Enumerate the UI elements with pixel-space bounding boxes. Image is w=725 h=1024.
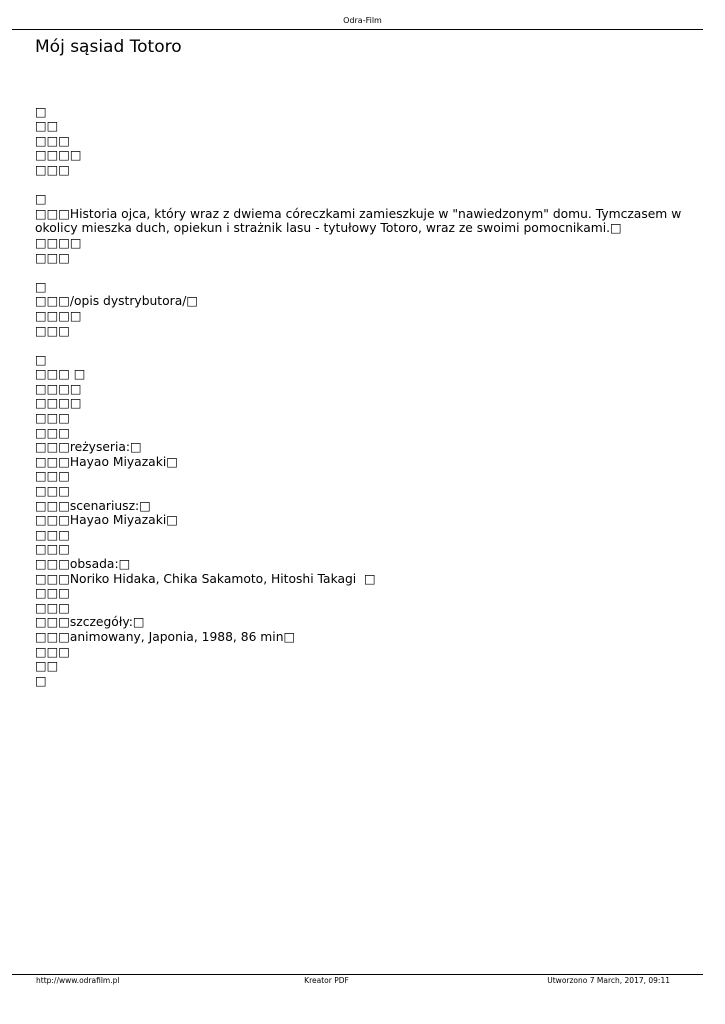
- cast-label: □□□obsada:□: [35, 557, 131, 571]
- body-line: □□□: [35, 600, 70, 615]
- body-line: □□□: [35, 484, 70, 499]
- body-line: □: [35, 352, 47, 367]
- body-line: □: [35, 673, 47, 688]
- body-line: □□□: [35, 162, 70, 177]
- footer-generator: Kreator PDF: [304, 976, 349, 985]
- body-line: □□□: [35, 425, 70, 440]
- body-line: □: [35, 104, 47, 119]
- cast-value: □□□Noriko Hidaka, Chika Sakamoto, Hitoshi Takagi □: [35, 571, 376, 586]
- body-line: □□□: [35, 323, 70, 338]
- header-divider: [12, 29, 703, 30]
- footer-created: Utworzono 7 March, 2017, 09:11: [547, 976, 670, 985]
- details-label: □□□szczegóły:□: [35, 615, 145, 630]
- distributor-note: □□□/opis dystrybutora/□: [35, 294, 198, 309]
- body-line: □□□: [35, 542, 70, 557]
- synopsis-paragraph: □□□Historia ojca, który wraz z dwiema córeczkami zamieszkuje w "nawiedzonym" domu. Tymczasem w okolicy mieszka duch, opiekun i strażnik lasu - tytułowy Totoro, wraz ze swoimi pomocnikami.□: [35, 206, 682, 236]
- body-line: [35, 90, 690, 105]
- body-line: □: [35, 279, 47, 294]
- director-value: □□□Hayao Miyazaki□: [35, 454, 178, 469]
- body-line: □□□: [35, 133, 70, 148]
- body-line: □□: [35, 659, 59, 674]
- body-line: □□□: [35, 644, 70, 659]
- screenplay-label: □□□scenariusz:□: [35, 498, 151, 513]
- body-line: □□□□: [35, 148, 82, 163]
- body-line: [35, 178, 690, 193]
- body-line: □□□: [35, 250, 70, 265]
- body-line: □□□: [35, 527, 70, 542]
- document-body: [35, 90, 690, 688]
- body-line: □□□ □: [35, 367, 86, 382]
- body-line: □□□□: [35, 235, 82, 250]
- header-site-name: Odra-Film: [343, 16, 382, 25]
- page-title: Mój sąsiad Totoro: [35, 37, 182, 57]
- body-line: □□□: [35, 469, 70, 484]
- body-line: [35, 338, 690, 353]
- footer-url: http://www.odrafilm.pl: [36, 976, 120, 985]
- details-value: □□□animowany, Japonia, 1988, 86 min□: [35, 629, 296, 644]
- body-line: □□□: [35, 586, 70, 601]
- body-line: □□□: [35, 411, 70, 426]
- body-line: [35, 265, 690, 280]
- body-line: □□□□: [35, 396, 82, 411]
- body-line: □: [35, 192, 47, 207]
- body-line: □□: [35, 119, 59, 134]
- body-line: □□□□: [35, 381, 82, 396]
- body-line: □□□□: [35, 308, 82, 323]
- screenplay-value: □□□Hayao Miyazaki□: [35, 513, 178, 528]
- footer-divider: [12, 974, 703, 975]
- director-label: □□□reżyseria:□: [35, 440, 142, 455]
